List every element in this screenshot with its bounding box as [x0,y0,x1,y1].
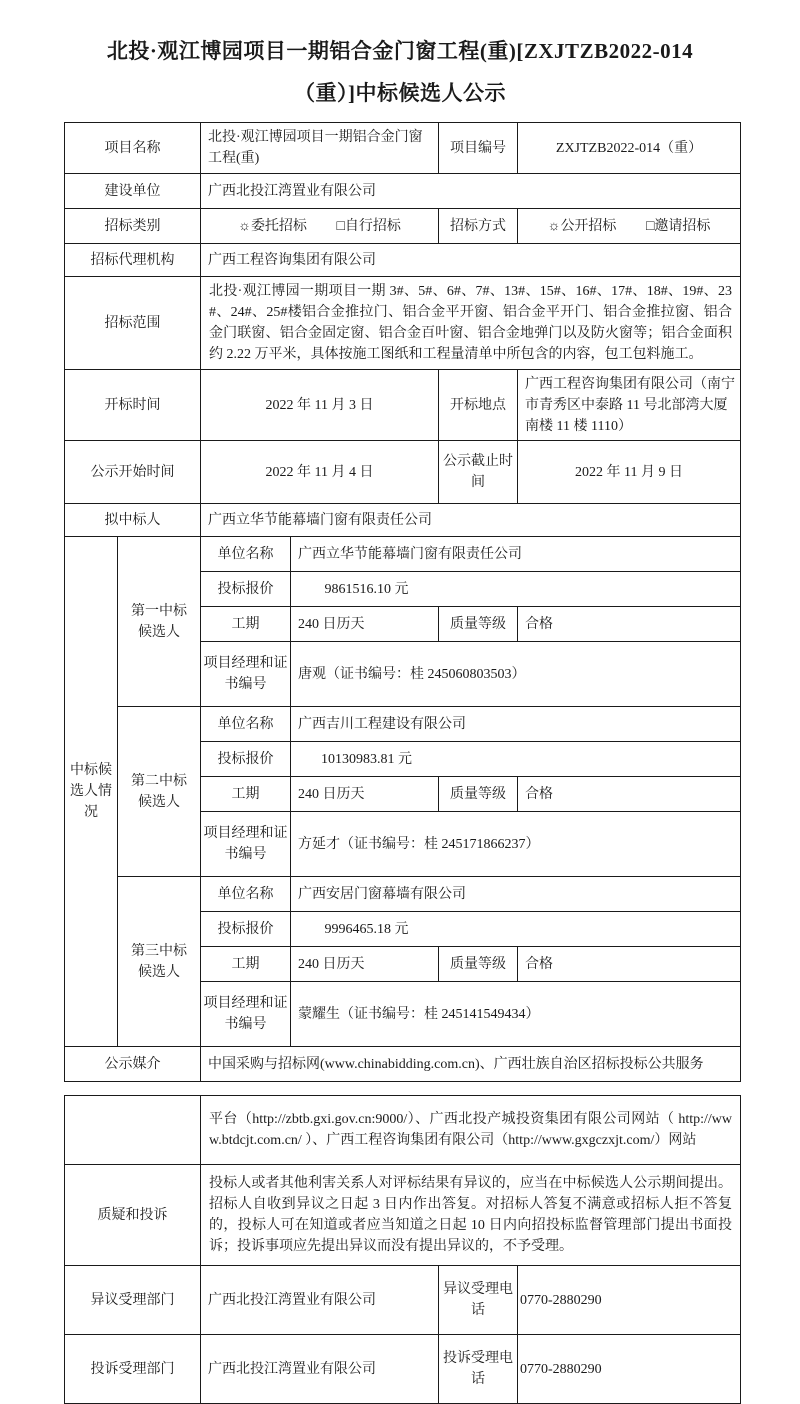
candidate2-duration-value: 240 日历天 [291,777,439,812]
open-time-label: 开标时间 [65,370,201,441]
bid-category-label: 招标类别 [65,209,201,244]
project-name-value: 北投·观江博园项目一期铝合金门窗工程(重) [201,123,439,174]
candidate1-duration-label: 工期 [201,607,291,642]
media-continuation-label [65,1096,201,1165]
candidate3-duration-value: 240 日历天 [291,947,439,982]
proposed-winner-label: 拟中标人 [65,504,201,537]
page-title [40,30,760,114]
candidate3-duration-label: 工期 [201,947,291,982]
candidate2-quality-label: 质量等级 [439,777,518,812]
complaint-dept-label: 投诉受理部门 [65,1335,201,1404]
owner-value: 广西北投江湾置业有限公司 [201,174,741,209]
row-agency [65,244,741,277]
radio-selected-icon: ☼ [238,218,251,234]
objection-complaint-table [64,1095,741,1404]
owner-label: 建设单位 [65,174,201,209]
candidate3-price-label: 投标报价 [201,912,291,947]
scope-value: 北投·观江博园一期项目一期 3#、5#、6#、7#、13#、15#、16#、17#、18#、19#、23#、24#、25#楼铝合金推拉门、铝合金平开窗、铝合金平开门、铝合金推拉窗、铝合金门联窗、铝合金固定窗、铝合金百叶窗、铝合金地弹门以及防火窗等；铝合金面积约 2.22 万平米，具体按施工图纸和工程量清单中所包含的内容，包工包料施工。 [201,277,741,370]
bid-category-self-option [336,219,400,234]
agency-value: 广西工程咨询集团有限公司 [201,244,741,277]
candidate3-rank-label: 第三中标候选人 [118,877,201,1047]
project-no-label: 项目编号 [439,123,518,174]
open-place-label: 开标地点 [439,370,518,441]
row-publicity-time [65,441,741,504]
project-name-label: 项目名称 [65,123,201,174]
candidate2-quality-value: 合格 [518,777,741,812]
complaint-dept-value: 广西北投江湾置业有限公司 [201,1335,439,1404]
candidate3-price-value: 9996465.18 元 [291,912,741,947]
candidate3-unit-value: 广西安居门窗幕墙有限公司 [291,877,741,912]
candidate1-price-value: 9861516.10 元 [291,572,741,607]
candidate3-manager-label: 项目经理和证书编号 [201,982,291,1047]
project-no-value: ZXJTZB2022-014（重） [518,123,741,174]
radio-selected-icon: ☼ [547,218,561,234]
scope-label: 招标范围 [65,277,201,370]
row-complaint-dept [65,1335,741,1404]
candidate3-quality-label: 质量等级 [439,947,518,982]
candidate2-manager-value: 方延才（证书编号：桂 245171866237） [291,812,741,877]
row-scope [65,277,741,370]
candidate2-unit-value: 广西吉川工程建设有限公司 [291,707,741,742]
candidate1-price-label: 投标报价 [201,572,291,607]
bid-info-table [64,122,741,1082]
complaint-phone-label: 投诉受理电话 [439,1335,518,1404]
candidate1-duration-value: 240 日历天 [291,607,439,642]
objection-dept-label: 异议受理部门 [65,1266,201,1335]
bid-category-self-text: 自行招标 [344,218,401,234]
media-continuation-value: 平台（http://zbtb.gxi.gov.cn:9000/）、广西北投产城投资集团有限公司网站（ http://www.btdcjt.com.cn/ ）、广西工程咨询集团有限公司（http://www.gxgczxjt.com/）网站 [201,1096,741,1165]
candidate2-rank-label: 第二中标候选人 [118,707,201,877]
row-project-name [65,123,741,174]
candidate1-manager-value: 唐观（证书编号：桂 245060803503） [291,642,741,707]
checkbox-empty-icon: □ [645,218,655,234]
open-time-value: 2022 年 11 月 3 日 [201,370,439,441]
announcement-document [0,30,800,1404]
bid-method-open-text: 公开招标 [560,218,617,234]
objection-info-label: 质疑和投诉 [65,1165,201,1266]
candidate1-quality-label: 质量等级 [439,607,518,642]
candidate1-quality-value: 合格 [518,607,741,642]
bid-method-label: 招标方式 [439,209,518,244]
candidate3-quality-value: 合格 [518,947,741,982]
candidate2-duration-label: 工期 [201,777,291,812]
candidate2-unit-label: 单位名称 [201,707,291,742]
row-candidate1-unit [65,537,741,572]
bid-method-invite-option [646,219,710,234]
candidates-section-label: 中标候选人情况 [65,537,118,1047]
row-objection-dept [65,1266,741,1335]
complaint-phone-value: 0770-2880290 [518,1335,741,1404]
row-owner [65,174,741,209]
candidate3-unit-label: 单位名称 [201,877,291,912]
publicity-media-label: 公示媒介 [65,1047,201,1082]
candidate3-manager-value: 蒙耀生（证书编号：桂 245141549434） [291,982,741,1047]
candidate1-manager-label: 项目经理和证书编号 [201,642,291,707]
candidate2-manager-label: 项目经理和证书编号 [201,812,291,877]
publicity-media-value: 中国采购与招标网(www.chinabidding.com.cn)、广西壮族自治区招标投标公共服务 [201,1047,741,1082]
publicity-start-value: 2022 年 11 月 4 日 [201,441,439,504]
page-title-line2: （重）]中标候选人公示 [294,81,506,105]
objection-phone-label: 异议受理电话 [439,1266,518,1335]
row-proposed-winner [65,504,741,537]
bid-category-delegated-text: 委托招标 [250,218,307,234]
bid-category-delegated-option [238,219,307,234]
objection-dept-value: 广西北投江湾置业有限公司 [201,1266,439,1335]
row-bid-category [65,209,741,244]
row-candidate3-unit [65,877,741,912]
row-objection-info [65,1165,741,1266]
bid-method-invite-text: 邀请招标 [654,218,711,234]
agency-label: 招标代理机构 [65,244,201,277]
row-media-continuation [65,1096,741,1165]
candidate1-unit-value: 广西立华节能幕墙门窗有限责任公司 [291,537,741,572]
row-open-time [65,370,741,441]
proposed-winner-value: 广西立华节能幕墙门窗有限责任公司 [201,504,741,537]
bid-category-options [201,209,439,244]
candidate1-unit-label: 单位名称 [201,537,291,572]
objection-phone-value: 0770-2880290 [518,1266,741,1335]
checkbox-empty-icon: □ [336,218,345,234]
bid-method-open-option [548,219,617,234]
open-place-value: 广西工程咨询集团有限公司（南宁市青秀区中泰路 11 号北部湾大厦南楼 11 楼 1110） [518,370,741,441]
objection-info-value: 投标人或者其他利害关系人对评标结果有异议的，应当在中标候选人公示期间提出。招标人自收到异议之日起 3 日内作出答复。对招标人答复不满意或招标人拒不答复的，投标人可在知道或者应当知道之日起 10 日内向招投标监督管理部门提出书面投诉；投诉事项应先提出异议而没有提出异议的，不予受理。 [201,1165,741,1266]
publicity-end-label: 公示截止时间 [439,441,518,504]
page-title-line1: 北投·观江博园项目一期铝合金门窗工程(重)[ZXJTZB2022-014 [106,39,694,63]
candidate2-price-value: 10130983.81 元 [291,742,741,777]
candidate2-price-label: 投标报价 [201,742,291,777]
bid-method-options [518,209,741,244]
publicity-start-label: 公示开始时间 [65,441,201,504]
row-publicity-media [65,1047,741,1082]
row-candidate2-unit [65,707,741,742]
candidate1-rank-label: 第一中标候选人 [118,537,201,707]
publicity-end-value: 2022 年 11 月 9 日 [518,441,741,504]
